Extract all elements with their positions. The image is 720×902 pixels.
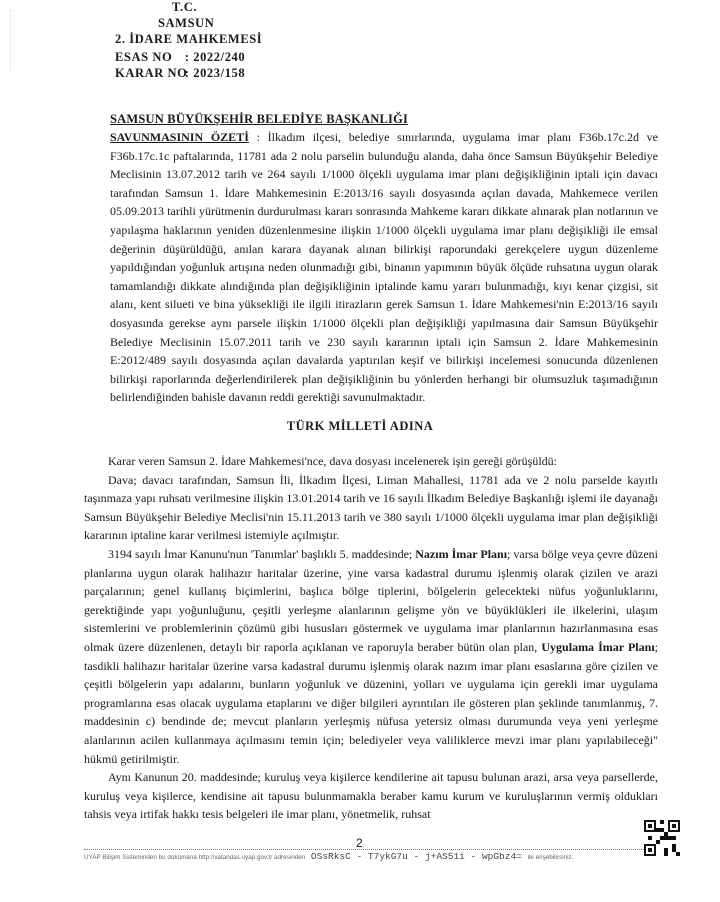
header-karar	[115, 66, 245, 81]
defense-text: : İlkadım ilçesi, belediye sınırlarında, uygulama imar planı F36b.17c.2d ve F36b.17c.1c paftalarında, 11781 ada 2 nolu parselin bulunduğu alanda, daha önce Samsun Büyükşehir Belediye Meclisinin 13.07.2012 tarih ve 264 sayılı 1/1000 ölçekli uygulama imar planı değişikliğinin iptali için davacı tarafından Samsun 1. İdare Mahkemesinin E:2013/16 sayılı dosyasında açılan davada, Mahkemece verilen 05.09.2013 tarihli yürütmenin durdurulması kararı sonrasında Mahkeme kararı dikkate alınarak plan notlarının ve yapılaşma haklarının yeniden düzenlenmesine ilişkin 1/1000 ölçekli uygulama imar planı değişikliği ile emsal değerinin düşürüldüğü, anılan karara dayanak alınan bilirkişi raporundaki gerekçelere uygun düzenleme yapıldığından yoğunluk artışına neden olunmadığı gibi, binanın yapımının büyük ölçüde ruhsatına uygun olarak tamamlandığı dikkate alındığında plan değişikliğinin iptalinde kamu yararı bulunmadığı, kıyı kenar çizgisi, sit alanı, kent silueti ve bina yüksekliği ile ilgili itirazların gerek Samsun 1. İdare Mahkemesi'nin E:2013/16 sayılı dosyasında gerekse aynı parsele ilişkin 1/1000 ölçekli plan değişikliği yapılmasına dair Samsun Büyükşehir Belediye Meclisinin 15.07.2011 tarih ve 230 sayılı kararının iptali için Samsun 2. İdare Mahkemesinin E:2012/489 sayılı dosyasında açılan davalarda yaptırılan keşif ve bilirkişi incelemesi sonucunda düzenlenen bilirkişi raporlarında değerlendirilerek plan değişikliğinin bu yönlerden herhangi bir olumsuzluk taşımadığının belirlendiğinden bahisle davanın reddi gerektiği savunulmaktadır.	[110, 130, 659, 405]
term-uygulama-imar-plani: Uygulama İmar Planı	[541, 639, 655, 654]
defense-summary	[110, 128, 658, 407]
paragraph-3-part-c: ; tasdikli halihazır haritalar üzerine varsa kadastral durumu işlenmiş olarak nazım imar planı esaslarına göre çizilen ve çeşitli bölgelerin yapı adalarını, bunların yoğunluk ve düzenini, yolları ve uygulama için gerekli imar uygulama programlarına esas olacak uygulama etaplarını ve diğer bilgileri ayrıntıları ile gösteren plan şeklinde tanımlanmış, 7. maddesinin c) bendinde de; mevcut planların yerleşmiş nüfusa yetersiz olması durumunda veya yeni yerleşme alanlarının acilen kullanmaya açılmasını temin için; belediyeler veya valiliklerce mevzi imar planı yapılabileceği" hükmü getirilmiştir.	[84, 639, 658, 766]
page-number: 2	[356, 836, 363, 850]
paragraph-3-part-b: ; varsa bölge veya çevre düzeni planlarına uygun olarak halihazır haritalar üzerine, yine varsa kadastral durumu işlenmiş olarak çizilen ve arazi parçalarının; genel kullanış biçimlerini, başlıca bölge tiplerini, bölgelerin gelecekteki nüfus yoğunluklarını, gerektiğinde yapı yoğunluğunu, çeşitli yerleşme alanlarının gelişme yön ve büyüklükleri ile ilkelerini, ulaşım sistemlerini ve problemlerinin çözümü gibi hususları göstermek ve uygulama imar planlarının hazırlanmasına esas olmak üzere düzenlenen, detaylı bir raporla açıklanan ve raporuyla beraber bütün olan plan,	[84, 546, 658, 654]
nation-title: TÜRK MİLLETİ ADINA	[286, 419, 434, 433]
header-tc: T.C.	[172, 0, 198, 14]
footer-small-text: UYAP Bilişim Sisteminden bu dokümana http://vatandas.uyap.gov.tr adresinden	[84, 854, 306, 861]
decision-body	[84, 452, 658, 824]
paragraph-3-part-a: 3194 sayılı İmar Kanunu'nun 'Tanımlar' başlıklı 5. maddesinde;	[108, 546, 416, 561]
footer-suffix: ile erişebilirsiniz.	[527, 854, 574, 861]
footer-divider	[84, 849, 644, 850]
margin-stamp	[10, 10, 21, 70]
section-title: SAMSUN BÜYÜKŞEHİR BELEDİYE BAŞKANLIĞI	[110, 112, 409, 126]
term-nazim-imar-plani: Nazım İmar Planı	[415, 546, 508, 561]
paragraph-1: Karar veren Samsun 2. İdare Mahkemesi'nce, dava dosyası incelenerek işin gereği görüşüldü:	[108, 454, 558, 468]
paragraph-4: Aynı Kanunun 20. maddesinde; kuruluş veya kişilerce kendilerine ait tapusu bulunan arazi, arsa veya parsellerde, kuruluş veya kişilerce, kendisine ait tapusu bulunmamakla beraber kamu kurum ve kuruluşlarının vermiş oldukları tahsis veya irtifak hakkı tesis belgeleri ile imar planı, yönetmelik, ruhsat	[84, 770, 658, 822]
paragraph-2: Dava; davacı tarafından, Samsun İli, İlkadım İlçesi, Liman Mahallesi, 11781 ada ve 2 nolu parselde kayıtlı taşınmaza yapı ruhsatı verilmesine ilişkin 13.01.2014 tarih ve 16 sayılı İlkadım Belediye Başkanlığı işlemi ile dayanağı Samsun Büyükşehir Belediye Meclisi'nin 15.11.2013 tarih ve 380 sayılı 1/1000 ölçekli uygulama imar plan değişikliği kararının iptaline karar verilmesi istemiyle açılmıştır.	[84, 472, 658, 543]
footer-code: OSsRksC - T7ykG7u - j+AS51i - wpGbz4=	[310, 851, 522, 862]
qr-code-icon	[644, 820, 680, 856]
esas-value: : 2022/240	[184, 50, 246, 64]
karar-value: : 2023/158	[184, 66, 246, 80]
header-esas	[115, 50, 245, 65]
header-city: SAMSUN	[158, 16, 215, 30]
defense-label: SAVUNMASININ ÖZETİ	[110, 130, 249, 144]
paragraph-3	[84, 545, 658, 768]
karar-label: KARAR NO	[115, 66, 188, 80]
esas-label: ESAS NO	[115, 50, 173, 64]
header-court: 2. İDARE MAHKEMESİ	[115, 32, 263, 46]
footer-verification	[84, 851, 644, 862]
